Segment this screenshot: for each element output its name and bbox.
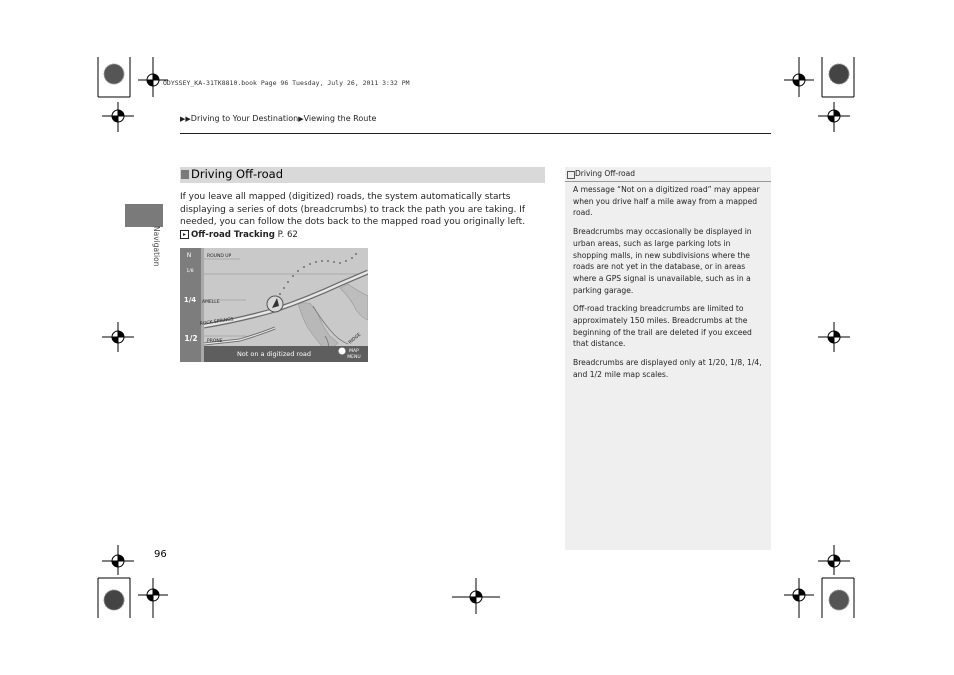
- chapter-tab-label: Navigation: [152, 226, 161, 267]
- body-paragraph: If you leave all mapped (digitized) roads, the system automatically starts displaying a series of dots (breadcrumbs) to track the path you are taking. If needed, you can follow the dots back to the mapped road you originally left.: [180, 192, 526, 228]
- scale-mid-label: 1/4: [183, 296, 197, 304]
- chapter-tab[interactable]: [125, 204, 163, 227]
- breadcrumb: [180, 114, 376, 123]
- map-menu-line1: MAP: [349, 349, 359, 354]
- breadcrumb-item-viewing-route[interactable]: Viewing the Route: [303, 114, 377, 123]
- notes-panel-title: Driving Off-road: [575, 169, 636, 178]
- notes-paragraph: Off-road tracking breadcrumbs are limited to approximately 150 miles. Breadcrumbs at the beginning of the trail are deleted if you exceed that distance.: [573, 304, 752, 349]
- notes-square-icon: [567, 171, 575, 179]
- header-rule: [180, 133, 771, 134]
- breadcrumb-item-driving[interactable]: Driving to Your Destination: [190, 114, 299, 123]
- street-rock-springs: ROCK SPRINGS: [199, 317, 234, 327]
- xref-page[interactable]: P. 62: [277, 230, 298, 240]
- scale-strip: [180, 248, 201, 362]
- notes-paragraph: Breadcrumbs are displayed only at 1/20, 1/8, 1/4, and 1/2 mile map scales.: [573, 358, 762, 379]
- page-number: 96: [154, 549, 167, 560]
- section-heading: [180, 167, 545, 183]
- street-round-up: ROUND UP: [207, 254, 232, 259]
- notes-panel-header: [565, 167, 771, 182]
- cross-reference[interactable]: [180, 230, 298, 240]
- scale-bottom-label: 1/2: [184, 334, 198, 343]
- section-title: Driving Off-road: [191, 167, 284, 181]
- notes-panel-text: [573, 184, 765, 388]
- xref-label[interactable]: Off-road Tracking: [191, 230, 275, 240]
- cross-reference-icon: ▸: [180, 230, 189, 239]
- section-body: [180, 191, 546, 229]
- print-info: ODYSSEY_KA-31TK8810.book Page 96 Tuesday, July 26, 2011 3:32 PM: [163, 79, 410, 87]
- breadcrumb-arrows-icon: ▶▶: [180, 115, 191, 123]
- street-prone: PRONE: [207, 339, 223, 344]
- status-message: Not on a digitized road: [236, 350, 312, 358]
- notes-paragraph: A message “Not on a digitized road” may appear when you drive half a mile away from a mapped road.: [573, 185, 760, 218]
- street-amelle: AMELLE: [202, 300, 220, 305]
- section-square-icon: [181, 170, 189, 179]
- notes-paragraph: Breadcrumbs may occasionally be displayed in urban areas, such as large parking lots in shopping malls, in new subdivisions where the roads are not yet in the database, or in areas where a GPS signal is unavailable, such as in a parking garage.: [573, 227, 752, 295]
- street-ridge: RIDGE: [348, 332, 363, 346]
- scale-top-label: 1/8: [186, 269, 194, 274]
- map-menu-line2: MENU: [347, 355, 361, 360]
- navigation-map-screenshot: [180, 248, 368, 362]
- compass-icon: N: [186, 252, 192, 259]
- map-menu-button-icon: [339, 348, 346, 355]
- breadcrumb-separator-icon: ▶: [298, 115, 304, 123]
